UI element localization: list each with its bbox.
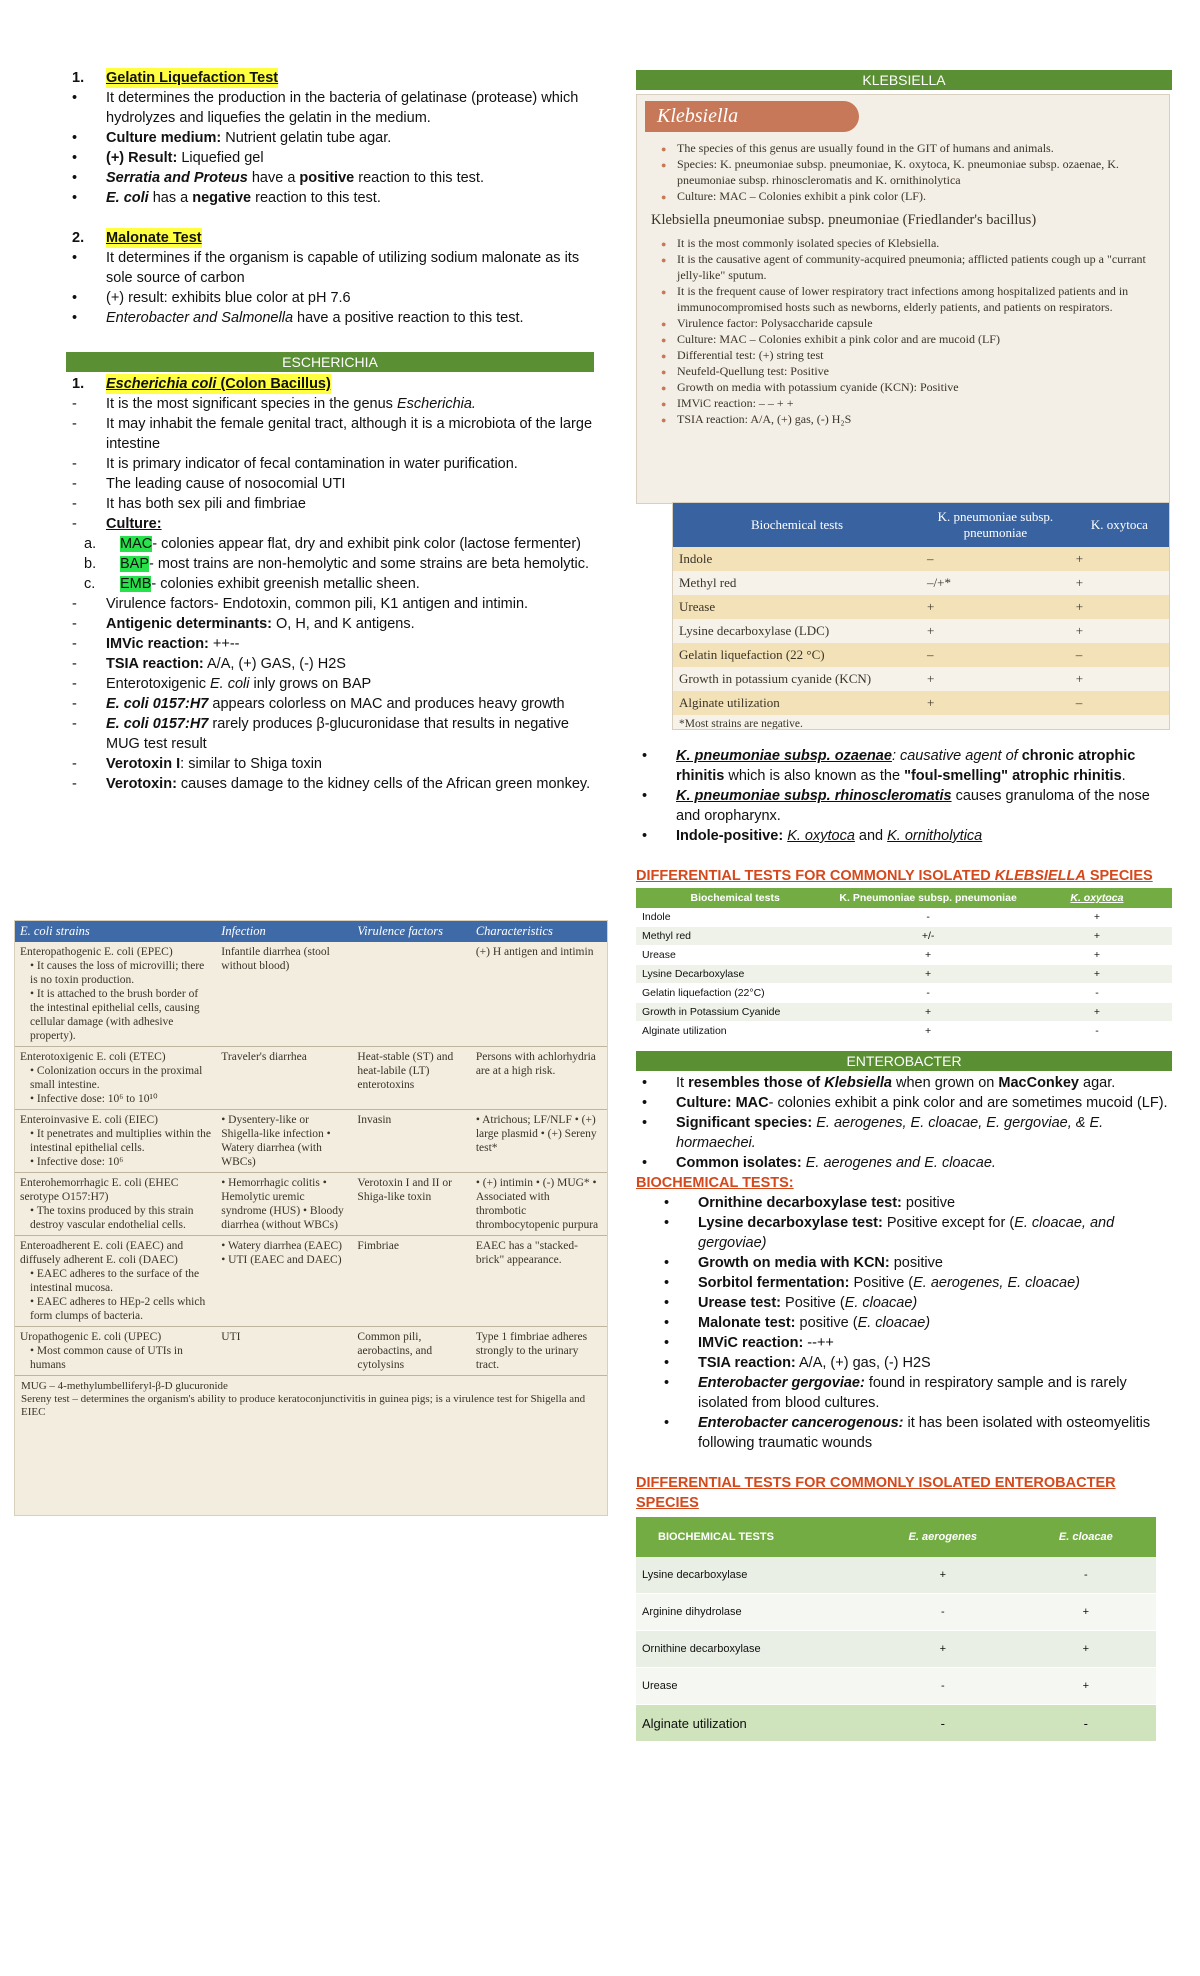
enterobacter-diff-table: BIOCHEMICAL TESTS E. aerogenes E. cloacae Lysine decarboxylase + - Arginine dihydrolase - + Ornithine decarboxylase + + Urease - + Alginate utilization - - <box>636 1517 1156 1742</box>
table-row <box>673 691 1169 715</box>
strain-note: • EAEC adheres to HEp-2 cells which form clumps of bacteria. <box>30 1296 206 1322</box>
result-cell: +/- <box>834 927 1022 946</box>
list-item: • Enterobacter cancerogenous: it has been isolated with osteomyelitis following traumatic wounds <box>664 1415 1151 1451</box>
list-item: - E. coli 0157:H7 appears colorless on MAC and produces heavy growth <box>72 696 565 712</box>
table-row <box>673 595 1169 619</box>
result-cell: + <box>1070 547 1169 571</box>
result-cell: - <box>870 1705 1016 1742</box>
list-item: • Ornithine decarboxylase test: positive <box>664 1195 956 1211</box>
result-cell: + <box>1070 595 1169 619</box>
strain-note: • Colonization occurs in the proximal small intestine. <box>30 1065 203 1091</box>
table-row <box>15 1236 607 1327</box>
test-name-cell: Urease <box>636 1668 870 1705</box>
test-name-cell: Indole <box>673 547 921 571</box>
result-cell: + <box>1022 908 1172 927</box>
strain-name: Enteroinvasive E. coli (EIEC) <box>20 1114 158 1126</box>
table-row <box>636 1668 1156 1705</box>
test-name-cell: Arginine dihydrolase <box>636 1594 870 1631</box>
strain-note: • It causes the loss of microvilli; there is no toxin production. <box>30 960 205 986</box>
table-row <box>15 1110 607 1173</box>
strain-note: • Infective dose: 10⁶ <box>30 1156 124 1168</box>
ecoli-strains-table <box>15 921 607 1376</box>
result-cell: + <box>1022 927 1172 946</box>
list-item: • K. pneumoniae subsp. rhinoscleromatis causes granuloma of the nose and oropharynx. <box>642 788 1150 824</box>
result-cell: + <box>870 1557 1016 1594</box>
klebsiella-photo-subheading: Klebsiella pneumoniae subsp. pneumoniae (Friedlander's bacillus) <box>651 212 1037 228</box>
test-name-cell: Lysine decarboxylase <box>636 1557 870 1594</box>
test-name-cell: Gelatin liquefaction (22°C) <box>636 984 834 1003</box>
list-item: • It determines if the organism is capable of utilizing sodium malonate as its sole source of carbon <box>72 250 580 286</box>
list-item: • (+) Result: Liquefied gel <box>72 150 264 166</box>
test-name-cell: Urease <box>673 595 921 619</box>
result-cell: + <box>834 946 1022 965</box>
list-item: - TSIA reaction: A/A, (+) GAS, (-) H2S <box>72 656 346 672</box>
column-header: Infection <box>216 921 352 942</box>
table-row <box>636 984 1172 1003</box>
table-footnote: Sereny test – determines the organism's ability to produce keratoconjunctivitis in guinea pigs; is a virulence test for Shigella and EIEC <box>21 1393 586 1418</box>
strain-cell <box>15 1110 216 1173</box>
left-column <box>66 68 594 794</box>
strain-note: • Infective dose: 10⁶ to 10¹⁰ <box>30 1093 158 1105</box>
test-name-cell: Urease <box>636 946 834 965</box>
strain-note: • EAEC adheres to the surface of the intestinal mucosa. <box>30 1268 200 1294</box>
result-cell: –/+* <box>921 571 1070 595</box>
list-item: • Malonate test: positive (E. cloacae) <box>664 1315 931 1331</box>
table-row <box>673 571 1169 595</box>
result-cell: + <box>1016 1668 1156 1705</box>
malonate-heading: 2. Malonate Test <box>72 230 202 246</box>
culture-item: b. BAP- most trains are non-hemolytic and some strains are beta hemolytic. <box>84 556 590 572</box>
test-name-cell: Lysine decarboxylase (LDC) <box>673 619 921 643</box>
malonate-title: Malonate Test <box>106 230 202 246</box>
list-item: - It is primary indicator of fecal contamination in water purification. <box>72 456 518 472</box>
list-item: • It determines the production in the bacteria of gelatinase (protease) which hydrolyzes and liquefies the gelatin in the medium. <box>72 90 579 126</box>
result-cell: - <box>1022 984 1172 1003</box>
strain-note: • It is attached to the brush border of the intestinal epithelial cells, causing cellular damage (with adhesive property). <box>30 988 200 1042</box>
virulence-cell: Invasin <box>352 1110 470 1173</box>
table-footnote: MUG – 4-methylumbelliferyl-β-D glucuronide <box>21 1380 228 1392</box>
result-cell: + <box>1022 1003 1172 1022</box>
table-row <box>636 946 1172 965</box>
list-item: • (+) result: exhibits blue color at pH 7.6 <box>72 290 351 306</box>
table-row <box>673 619 1169 643</box>
result-cell: + <box>1022 965 1172 984</box>
klebsiella-diff-title: DIFFERENTIAL TESTS FOR COMMONLY ISOLATED KLEBSIELLA SPECIES <box>636 868 1153 884</box>
list-item: • Urease test: Positive (E. cloacae) <box>664 1295 918 1311</box>
infection-cell: UTI <box>216 1327 352 1376</box>
list-item: - E. coli 0157:H7 rarely produces β-glucuronidase that results in negative MUG test result <box>72 716 569 752</box>
result-cell: + <box>834 1022 1022 1041</box>
test-name-cell: Gelatin liquefaction (22 °C) <box>673 643 921 667</box>
result-cell: + <box>1016 1631 1156 1668</box>
table-row <box>636 1631 1156 1668</box>
characteristics-cell: Persons with achlorhydria are at a high risk. <box>471 1047 607 1110</box>
virulence-cell: Heat-stable (ST) and heat-labile (LT) enterotoxins <box>352 1047 470 1110</box>
table-row <box>636 965 1172 984</box>
result-cell: – <box>921 547 1070 571</box>
table-row <box>15 942 607 1047</box>
virulence-cell: Common pili, aerobactins, and cytolysins <box>352 1327 470 1376</box>
list-item: • Culture: MAC- colonies exhibit a pink color and are sometimes mucoid (LF). <box>642 1095 1168 1111</box>
table-footnote: *Most strains are negative. <box>679 718 803 730</box>
infection-cell: • Watery diarrhea (EAEC) • UTI (EAEC and DAEC) <box>216 1236 352 1327</box>
test-name-cell: Methyl red <box>636 927 834 946</box>
list-item: • Enterobacter and Salmonella have a positive reaction to this test. <box>72 310 524 326</box>
list-item: - Virulence factors- Endotoxin, common pili, K1 antigen and intimin. <box>72 596 529 612</box>
table-row <box>636 1594 1156 1631</box>
infection-cell: Infantile diarrhea (stool without blood) <box>216 942 352 1047</box>
table-row <box>636 908 1172 927</box>
strain-cell <box>15 1173 216 1236</box>
result-cell: - <box>834 908 1022 927</box>
strain-cell <box>15 942 216 1047</box>
enterobacter-diff-title: DIFFERENTIAL TESTS FOR COMMONLY ISOLATED ENTEROBACTER SPECIES <box>636 1475 1116 1511</box>
gelatin-title: Gelatin Liquefaction Test <box>106 70 279 86</box>
list-item: • Serratia and Proteus have a positive reaction to this test. <box>72 170 484 186</box>
result-cell: + <box>1022 946 1172 965</box>
list-item: • Growth on media with KCN: positive <box>664 1255 943 1271</box>
result-cell: + <box>834 965 1022 984</box>
table-row <box>673 643 1169 667</box>
escherichia-section-bar: ESCHERICHIA <box>66 352 594 372</box>
list-item: - Verotoxin: causes damage to the kidney cells of the African green monkey. <box>72 776 591 792</box>
list-number: 1. <box>72 70 85 86</box>
biochemical-tests-heading: BIOCHEMICAL TESTS: <box>636 1175 794 1191</box>
result-cell: - <box>1016 1705 1156 1742</box>
list-item: • IMViC reaction: --++ <box>664 1335 834 1351</box>
result-cell: + <box>834 1003 1022 1022</box>
ecoli-heading: 1. Escherichia coli (Colon Bacillus) <box>72 376 331 392</box>
list-item: • Indole-positive: K. oxytoca and K. ornitholytica <box>642 828 983 844</box>
ecoli-title: Escherichia coli (Colon Bacillus) <box>106 376 331 392</box>
characteristics-cell: • (+) intimin • (-) MUG* • Associated with thrombotic thrombocytopenic purpura <box>471 1173 607 1236</box>
result-cell: + <box>1070 619 1169 643</box>
list-item: - IMVic reaction: ++-- <box>72 636 240 652</box>
strain-cell <box>15 1047 216 1110</box>
result-cell: - <box>870 1668 1016 1705</box>
result-cell: + <box>921 667 1070 691</box>
column-header: Virulence factors <box>352 921 470 942</box>
list-item: - Enterotoxigenic E. coli inly grows on BAP <box>72 676 372 692</box>
test-name-cell: Methyl red <box>673 571 921 595</box>
culture-item: a. MAC- colonies appear flat, dry and exhibit pink color (lactose fermenter) <box>84 536 581 552</box>
result-cell: - <box>1016 1557 1156 1594</box>
result-cell: + <box>1016 1594 1156 1631</box>
list-item: • E. coli has a negative reaction to this test. <box>72 190 381 206</box>
result-cell: - <box>870 1594 1016 1631</box>
virulence-cell: Fimbriae <box>352 1236 470 1327</box>
list-item: - Verotoxin I: similar to Shiga toxin <box>72 756 322 772</box>
list-item: - Antigenic determinants: O, H, and K antigens. <box>72 616 415 632</box>
column-header: Characteristics <box>471 921 607 942</box>
list-item: - It is the most significant species in the genus Escherichia. <box>72 396 476 412</box>
klebsiella-section-bar: KLEBSIELLA <box>636 70 1172 90</box>
list-item: • Culture medium: Nutrient gelatin tube agar. <box>72 130 392 146</box>
test-name-cell: Alginate utilization <box>673 691 921 715</box>
gelatin-heading <box>66 68 594 88</box>
klebsiella-text-photo: Klebsiella ● The species of this genus are usually found in the GIT of humans and animals. ● Species: K. pneumoniae subsp. pneumoniae, K. oxytoca, K. pneumoniae subsp. ozaenae, K. pneumoniae subsp. rhinoscleromatis and K. ornithinolytica ● Culture: MAC – Colonies exhibit a pink color (LF). Klebsiella pneumoniae subsp. pneumoniae (Friedlander's bacillus) ● It is the most commonly isolated species of Klebsiella. ● It is the causative agent of community-acquired pneumonia; afflicted patients cough up a "currant jelly-like" sputum. ● It is the frequent cause of lower respiratory tract infections among hospitalized patients and in immunocompromised hosts such as newborns, elderly patients, and patients on respirators. ● Virulence factor: Polysaccharide capsule ● Culture: MAC – Colonies exhibit a pink color and are mucoid (LF) ● Differential test: (+) string test ● Neufeld-Quellung test: Positive ● Growth on media with potassium cyanide (KCN): Positive ● IMViC reaction: – – + + ● TSIA reaction: A/A, (+) gas, (-) H₂S <box>636 94 1170 504</box>
strain-name: Enteropathogenic E. coli (EPEC) <box>20 946 173 958</box>
table-row <box>673 667 1169 691</box>
characteristics-cell: EAEC has a "stacked-brick" appearance. <box>471 1236 607 1327</box>
result-cell: – <box>921 643 1070 667</box>
test-name-cell: Growth in Potassium Cyanide <box>636 1003 834 1022</box>
list-item: • Common isolates: E. aerogenes and E. cloacae. <box>642 1155 996 1171</box>
result-cell: + <box>921 619 1070 643</box>
result-cell: + <box>921 691 1070 715</box>
result-cell: + <box>1070 667 1169 691</box>
virulence-cell: Verotoxin I and II or Shiga-like toxin <box>352 1173 470 1236</box>
right-column <box>636 68 1172 92</box>
table-row <box>636 1557 1156 1594</box>
characteristics-cell: (+) H antigen and intimin <box>471 942 607 1047</box>
strain-note: • The toxins produced by this strain destroy vascular endothelial cells. <box>30 1205 194 1231</box>
klebsiella-notes <box>636 746 1172 1742</box>
test-name-cell: Alginate utilization <box>636 1022 834 1041</box>
culture-item: c. EMB- colonies exhibit greenish metallic sheen. <box>84 576 420 592</box>
strain-cell <box>15 1236 216 1327</box>
infection-cell: Traveler's diarrhea <box>216 1047 352 1110</box>
result-cell: – <box>1070 691 1169 715</box>
test-name-cell: Indole <box>636 908 834 927</box>
table-row <box>636 1705 1156 1742</box>
table-row <box>15 1327 607 1376</box>
strain-note: • Most common cause of UTIs in humans <box>30 1345 183 1371</box>
column-header: E. coli strains <box>15 921 216 942</box>
table-row <box>636 1022 1172 1041</box>
klebsiella-biochem-photo <box>672 502 1170 730</box>
result-cell: + <box>1070 571 1169 595</box>
test-name-cell: Lysine Decarboxylase <box>636 965 834 984</box>
result-cell: + <box>870 1631 1016 1668</box>
result-cell: - <box>834 984 1022 1003</box>
list-item: • It resembles those of Klebsiella when grown on MacConkey agar. <box>642 1075 1116 1091</box>
characteristics-cell: Type 1 fimbriae adheres strongly to the urinary tract. <box>471 1327 607 1376</box>
strain-name: Enteroadherent E. coli (EAEC) and diffusely adherent E. coli (DAEC) <box>20 1240 184 1266</box>
strain-name: Enterohemorrhagic E. coli (EHEC serotype O157:H7) <box>20 1177 179 1203</box>
table-row <box>15 1047 607 1110</box>
test-name-cell: Growth in potassium cyanide (KCN) <box>673 667 921 691</box>
list-item: • Enterobacter gergoviae: found in respiratory sample and is rarely isolated from blood cultures. <box>664 1375 1127 1411</box>
table-row <box>15 1173 607 1236</box>
list-item: • Sorbitol fermentation: Positive (E. aerogenes, E. cloacae) <box>664 1275 1080 1291</box>
table-row <box>636 927 1172 946</box>
result-cell: – <box>1070 643 1169 667</box>
virulence-cell <box>352 942 470 1047</box>
strain-name: Enterotoxigenic E. coli (ETEC) <box>20 1051 166 1063</box>
list-item: - The leading cause of nosocomial UTI <box>72 476 346 492</box>
result-cell: - <box>1022 1022 1172 1041</box>
klebsiella-photo-heading: Klebsiella <box>645 101 859 132</box>
characteristics-cell: • Atrichous; LF/NLF • (+) large plasmid • (+) Sereny test* <box>471 1110 607 1173</box>
list-item: - It has both sex pili and fimbriae <box>72 496 306 512</box>
list-item: - Culture: <box>72 516 162 532</box>
strain-note: • It penetrates and multiplies within the intestinal epithelial cells. <box>30 1128 211 1154</box>
infection-cell: • Dysentery-like or Shigella-like infection • Watery diarrhea (with WBCs) <box>216 1110 352 1173</box>
ecoli-strains-table-photo <box>14 920 608 1516</box>
result-cell: + <box>921 595 1070 619</box>
strain-cell <box>15 1327 216 1376</box>
infection-cell: • Hemorrhagic colitis • Hemolytic uremic syndrome (HUS) • Bloody diarrhea (without WBCs) <box>216 1173 352 1236</box>
table-row <box>636 1003 1172 1022</box>
list-item: • Lysine decarboxylase test: Positive except for (E. cloacae, and gergoviae) <box>664 1215 1115 1251</box>
enterobacter-section-bar: ENTEROBACTER <box>636 1051 1172 1071</box>
strain-name: Uropathogenic E. coli (UPEC) <box>20 1331 162 1343</box>
klebsiella-biochem-photo-table: Biochemical tests K. pneumoniae subsp. pneumoniae K. oxytoca Indole – + Methyl red –/+* + Urease + + Lysine decarboxylase (LDC) + + Gelatin liquefaction (22 °C) – – Growth in potassium cyanide (KCN) + + Alginate utilization + – <box>673 503 1169 715</box>
test-name-cell: Ornithine decarboxylase <box>636 1631 870 1668</box>
test-name-cell: Alginate utilization <box>636 1705 870 1742</box>
list-item: • TSIA reaction: A/A, (+) gas, (-) H2S <box>664 1355 931 1371</box>
list-item: • K. pneumoniae subsp. ozaenae: causative agent of chronic atrophic rhinitis which is also known as the "foul-smelling" atrophic rhinitis. <box>642 748 1136 784</box>
klebsiella-diff-table: Biochemical tests K. Pneumoniae subsp. pneumoniae K. oxytoca Indole - + Methyl red +/- + Urease + + Lysine Decarboxylase + + Gelatin liquefaction (22°C) - - Growth in Potassium Cyanide + + Alginate utilization + - <box>636 888 1172 1041</box>
list-item: • Significant species: E. aerogenes, E. cloacae, E. gergoviae, & E. hormaechei. <box>642 1115 1104 1151</box>
table-row <box>673 547 1169 571</box>
list-item: - It may inhabit the female genital tract, although it is a microbiota of the large intestine <box>72 416 593 452</box>
